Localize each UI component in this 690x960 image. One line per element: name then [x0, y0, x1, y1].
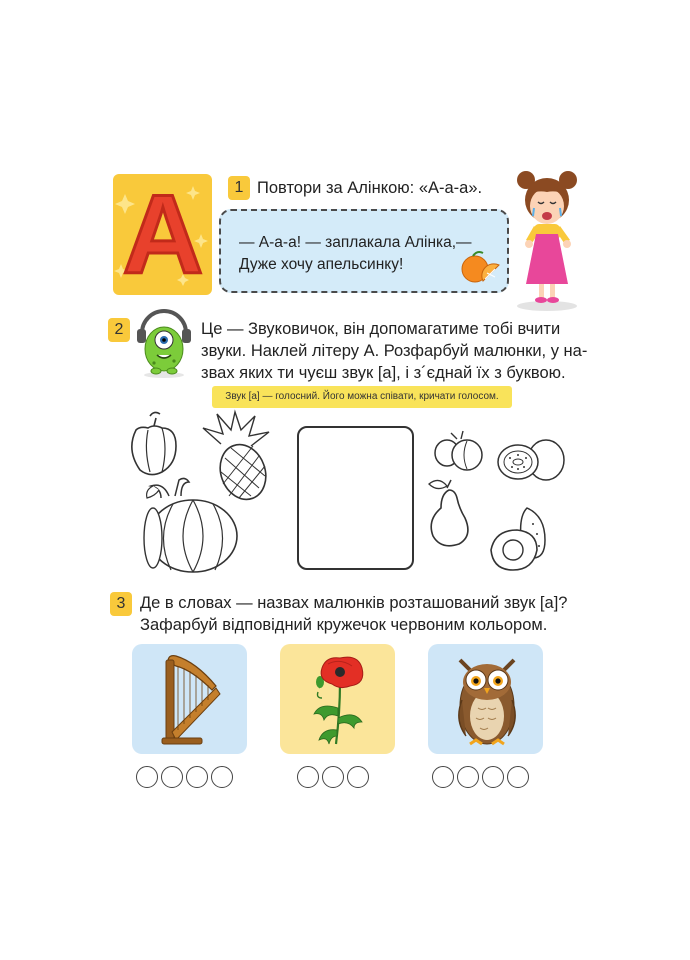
- avocado-icon[interactable]: [487, 504, 551, 574]
- sound-circle[interactable]: [432, 766, 454, 788]
- owl-icon: [452, 650, 522, 750]
- sound-circles-owl: [432, 766, 529, 788]
- sound-circle[interactable]: [457, 766, 479, 788]
- zvukovychok-monster-icon: [136, 307, 192, 379]
- sound-circle[interactable]: [297, 766, 319, 788]
- kiwi-icon[interactable]: [494, 436, 566, 484]
- poem-line-1: — А-а-а! — заплакала Алінка,—: [239, 234, 472, 251]
- sound-circle[interactable]: [347, 766, 369, 788]
- sound-circle[interactable]: [211, 766, 233, 788]
- plums-icon[interactable]: [433, 427, 489, 473]
- card-harp: [132, 644, 247, 754]
- card-owl: [428, 644, 543, 754]
- task3-line-2: Зафарбуй відповідний кружечок червоним кольором.: [140, 616, 548, 634]
- sound-circles-poppy: [297, 766, 369, 788]
- bell-pepper-icon[interactable]: [126, 410, 186, 476]
- task-number-3: 3: [110, 592, 132, 616]
- card-poppy: [280, 644, 395, 754]
- poppy-icon: [306, 652, 370, 748]
- sound-circle[interactable]: [161, 766, 183, 788]
- task2-line-2: звуки. Наклей літеру А. Розфарбуй малюнки, у на-: [201, 342, 588, 360]
- task-number-1: 1: [228, 176, 250, 200]
- harp-icon: [160, 652, 222, 748]
- sound-circle[interactable]: [482, 766, 504, 788]
- sound-circles-harp: [136, 766, 233, 788]
- letter-a-tile: [113, 174, 212, 295]
- task1-instruction: Повтори за Алінкою: «А-а-а».: [257, 179, 483, 197]
- task3-line-1: Де в словах — назвах малюнків розташований звук [а]?: [140, 594, 568, 612]
- task2-line-3: звах яких ти чуєш звук [а], і з´єднай їх з буквою.: [201, 364, 566, 382]
- sound-circle[interactable]: [186, 766, 208, 788]
- sound-circle[interactable]: [136, 766, 158, 788]
- big-letter-a: А: [122, 174, 204, 295]
- note-vowel: Звук [а] — голосний. Його можна співати, кричати голосом.: [212, 386, 512, 408]
- poem-box: [219, 209, 509, 293]
- pear-icon[interactable]: [423, 476, 473, 548]
- task2-line-1: Це — Звуковичок, він допомагатиме тобі вчити: [201, 320, 561, 338]
- crying-girl-icon: [512, 164, 582, 312]
- sound-circle[interactable]: [322, 766, 344, 788]
- poem-line-2: Дуже хочу апельсинку!: [239, 256, 404, 273]
- sound-circle[interactable]: [507, 766, 529, 788]
- task-number-2: 2: [108, 318, 130, 342]
- pumpkin-icon[interactable]: [133, 474, 243, 574]
- orange-icon: [459, 251, 501, 285]
- sticker-placeholder-frame[interactable]: [297, 426, 414, 570]
